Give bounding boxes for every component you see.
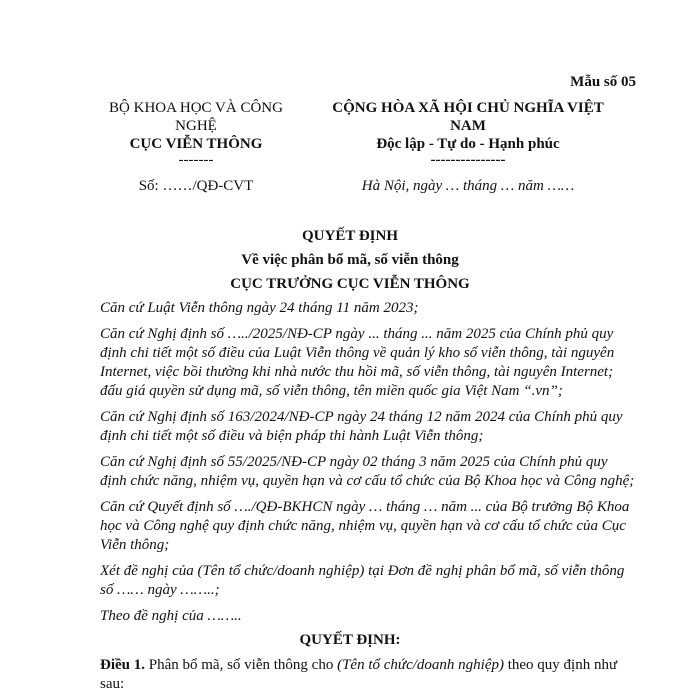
header-left (88, 99, 304, 167)
basis-paragraph: Căn cứ Quyết định số …./QĐ-BKHCN ngày … tháng … năm ... của Bộ trưởng Bộ Khoa học và Công nghệ quy định chức năng, nhiệm vụ, quyền hạn và cơ cấu tổ chức của Cục Viễn thông; (100, 499, 630, 553)
legal-basis (100, 299, 635, 633)
basis-paragraph: Căn cứ Nghị định số 163/2024/NĐ-CP ngày 24 tháng 12 năm 2024 của Chính phủ quy định chi tiết một số điều và biện pháp thi hành Luật Viễn thông; (100, 409, 623, 444)
country-name: CỘNG HÒA XÃ HỘI CHỦ NGHĨA VIỆT NAM (332, 100, 604, 134)
basis-paragraph: Theo đề nghị của …….. (100, 608, 242, 624)
form-number: Mẫu số 05 (570, 74, 636, 90)
basis-paragraph: Xét đề nghị của (Tên tổ chức/doanh nghiệp) tại Đơn đề nghị phân bổ mã, số viễn thông số …… ngày ……..; (100, 563, 625, 598)
article-1 (100, 656, 635, 694)
issuer-title: CỤC TRƯỞNG CỤC VIỄN THÔNG (230, 276, 470, 292)
article-1-label: Điều 1. (100, 657, 145, 673)
document-title: QUYẾT ĐỊNH (302, 228, 398, 244)
article-1-text: Phân bổ mã, số viễn thông cho (145, 657, 338, 673)
national-motto: Độc lập - Tự do - Hạnh phúc (376, 136, 560, 152)
document-number: Số: ……/QĐ-CVT (138, 178, 254, 194)
agency-name: CỤC VIỄN THÔNG (129, 136, 263, 152)
basis-paragraph: Căn cứ Nghị định số 55/2025/NĐ-CP ngày 02 tháng 3 năm 2025 của Chính phủ quy định chức năng, nhiệm vụ, quyền hạn và cơ cấu tổ chức của Bộ Khoa học và Công nghệ; (100, 454, 635, 489)
article-1-text-end: theo quy định như sau: (100, 657, 618, 692)
place-date: Hà Nội, ngày … tháng … năm …… (361, 178, 575, 194)
org-placeholder: (Tên tổ chức/doanh nghiệp) (337, 657, 504, 673)
ministry-name: BỘ KHOA HỌC VÀ CÔNG NGHỆ (109, 100, 283, 134)
basis-paragraph: Căn cứ Nghị định số …../2025/NĐ-CP ngày ... tháng ... năm 2025 của Chính phủ quy định chi tiết một số điều của Luật Viễn thông về quản lý kho số viễn thông, tài nguyên Internet, việc bồi thường khi nhà nước thu hồi mã, số viễn thông, tài nguyên Internet; đấu giá quyền sử dụng mã, số viễn thông, tên miền quốc gia Việt Nam “.vn”; (100, 326, 615, 399)
decision-heading: QUYẾT ĐỊNH: (299, 632, 401, 648)
header-right (318, 99, 618, 167)
basis-paragraph: Căn cứ Luật Viễn thông ngày 24 tháng 11 năm 2023; (100, 300, 419, 316)
left-separator: ------- (178, 152, 214, 168)
right-separator: --------------- (430, 152, 506, 168)
document-subtitle: Về việc phân bổ mã, số viễn thông (241, 252, 459, 268)
